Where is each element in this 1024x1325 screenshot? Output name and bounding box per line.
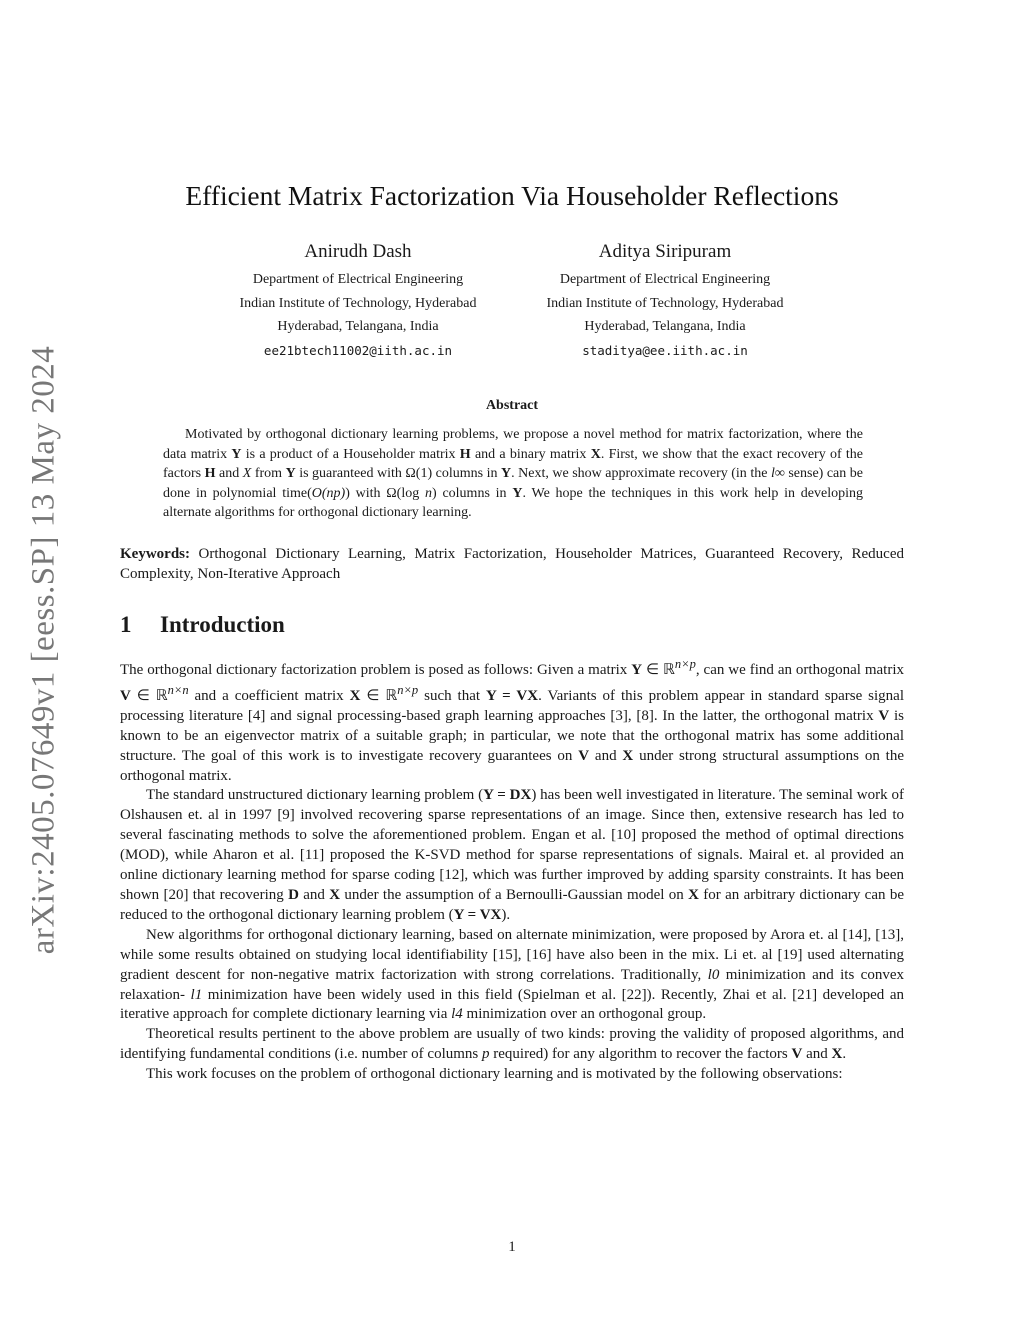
paragraph: This work focuses on the problem of orthogonal dictionary learning and is motivated by the following observations: <box>146 1066 843 1083</box>
author-location: Hyderabad, Telangana, India <box>584 319 746 334</box>
author-department: Department of Electrical Engineering <box>252 272 464 287</box>
author-name: Aditya Siripuram <box>598 241 732 262</box>
paragraph: Theoretical results pertinent to the above problem are usually of two kinds: proving the validity of proposed algorithms, and identifying fundamental conditions (i.e. number of columns p required) for any algorithm to recover the factors V and X. <box>120 1026 904 1063</box>
arxiv-identifier-stamp: arXiv:2405.07649v1 [eess.SP] 13 May 2024 <box>25 345 62 955</box>
author-block-2 <box>515 240 815 362</box>
keywords-label: Keywords: <box>120 546 190 562</box>
paragraph: The standard unstructured dictionary learning problem (Y = DX) has been well investigated in literature. The seminal work of Olshausen et. al in 1997 [9] involved recovering sparse representations of an image. Since then, extensive research has led to several fascinating methods to solve the aforementioned problem. Engan et al. [10] proposed the method of optimal directions (MOD), while Aharon et al. [11] proposed the K-SVD method for sparse representations of signals. Mairal et. al provided an online dictionary learning method for sparse coding [12], which was further improved by adding sparsity constraints. It has been shown [20] that recovering D and X under the assumption of a Bernoulli-Gaussian model on X for an arbitrary dictionary can be reduced to the orthogonal dictionary learning problem (Y = VX). <box>120 787 904 923</box>
section-title: Introduction <box>160 612 285 637</box>
abstract-text: Motivated by orthogonal dictionary learning problems, we propose a novel method for matrix factorization, where the data matrix Y is a product of a Householder matrix H and a binary matrix X. First, we show that the exact recovery of the factors H and X from Y is guaranteed with Ω(1) columns in Y. Next, we show approximate recovery (in the l∞ sense) can be done in polynomial time(O(np)) with Ω(log n) columns in Y. We hope the techniques in this work help in developing alternate algorithms for orthogonal dictionary learning. <box>163 427 863 520</box>
paragraph: New algorithms for orthogonal dictionary learning, based on alternate minimization, were proposed by Arora et. al [14], [13], while some results obtained on studying local identifiability [15], [16] have also been in the mix. Li et. al [19] used alternating gradient descent for non-negative matrix factorization with strong correlations. Traditionally, l0 minimization and its convex relaxation- l1 minimization have been widely used in this field (Spielman et al. [22]). Recently, Zhai et al. [21] developed an iterative approach for complete dictionary learning via l4 minimization over an orthogonal group. <box>120 926 905 1023</box>
section-heading-introduction <box>120 612 285 638</box>
author-email: ee21btech11002@iith.ac.in <box>263 342 453 358</box>
section-number: 1 <box>120 612 132 637</box>
keywords-list: Orthogonal Dictionary Learning, Matrix Factorization, Householder Matrices, Guaranteed Recovery, Reduced Complexity, Non-Iterative Approach <box>120 546 904 582</box>
author-institute: Indian Institute of Technology, Hyderabad <box>239 295 477 311</box>
author-block-1 <box>208 240 508 362</box>
author-email: staditya@ee.iith.ac.in <box>582 342 748 358</box>
page-number: 1 <box>508 1239 516 1255</box>
author-department: Department of Electrical Engineering <box>559 272 771 287</box>
paragraph: The orthogonal dictionary factorization problem is posed as follows: Given a matrix Y ∈ ℝ$^{n\times p}$, can we find an orthogonal matrix V ∈ ℝ$^{n\times n}$ and a coefficient matrix X ∈ ℝ$^{n\times p}$ such that Y = VX. Variants of this problem appear in standard sparse signal processing literature [4] and signal processing-based graph learning approaches [3], [8]. In the latter, the orthogonal matrix V is known to be an eigenvector matrix of a suitable graph; in particular, we note that the orthogonal matrix has some additional structure. The goal of this work is to investigate recovery guarantees on V and X under strong structural assumptions on the orthogonal matrix. <box>120 657 904 784</box>
paper-title: Efficient Matrix Factorization Via Householder Reflections <box>185 180 839 211</box>
abstract-heading: Abstract <box>485 398 539 413</box>
introduction-body <box>120 655 904 1085</box>
author-location: Hyderabad, Telangana, India <box>277 319 439 334</box>
author-name: Anirudh Dash <box>304 241 412 262</box>
author-institute: Indian Institute of Technology, Hyderabad <box>546 295 784 311</box>
keywords <box>120 544 904 584</box>
